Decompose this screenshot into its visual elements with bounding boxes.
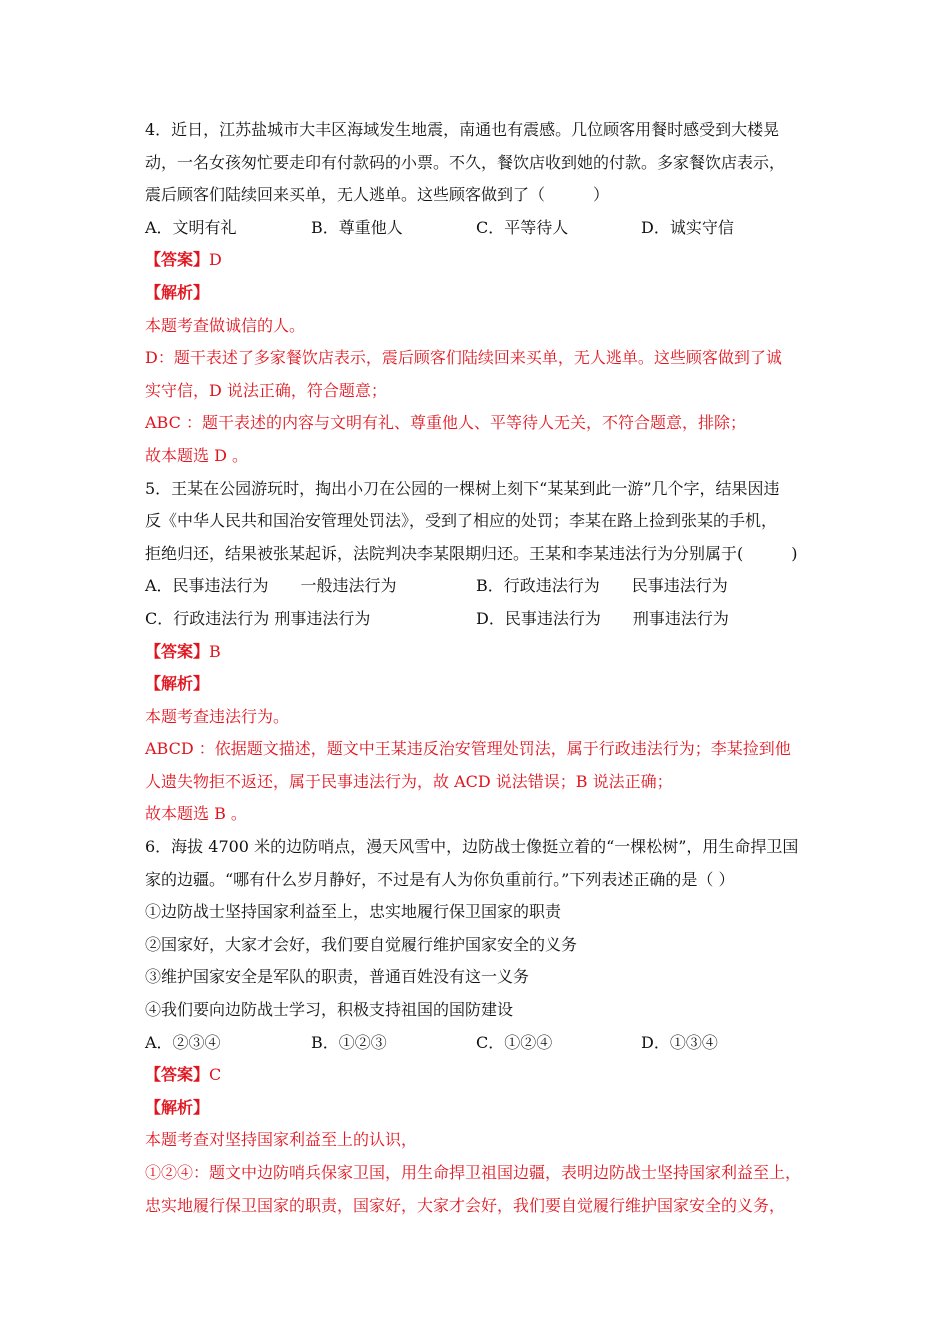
- q4-stem-line-3: 震后顾客们陆续回来买单，无人逃单。这些顾客做到了（ ）: [145, 185, 610, 205]
- q4-analysis-line-2: D：题干表述了多家餐饮店表示，震后顾客们陆续回来买单，无人逃单。这些顾客做到了诚: [145, 348, 782, 368]
- q6-analysis-line-1: 本题考查对坚持国家利益至上的认识，: [145, 1130, 418, 1150]
- q6-stem-line-2: 家的边疆。“哪有什么岁月静好，不过是有人为你负重前行。”下列表述正确的是（ ）: [145, 869, 735, 889]
- q4-option-c: C．平等待人: [476, 217, 569, 237]
- answer-label: 【答案】: [145, 250, 210, 270]
- q5-option-c: C．行政违法行为 刑事违法行为: [145, 608, 371, 628]
- q4-stem-line-1: 4．近日，江苏盐城市大丰区海域发生地震，南通也有震感。几位顾客用餐时感受到大楼晃: [145, 120, 780, 139]
- q5-stem-line-1: 5．王某在公园游玩时，掏出小刀在公园的一棵树上刻下“某某到此一游”几个字，结果因违: [145, 478, 780, 498]
- q5-option-b: B．行政违法行为 民事违法行为: [476, 576, 728, 596]
- q6-analysis-label: 【解析】: [145, 1097, 210, 1117]
- q4-analysis-line-3: 实守信，D 说法正确，符合题意；: [145, 380, 387, 400]
- q5-stem-line-3: 拒绝归还，结果被张某起诉，法院判决李某限期归还。王某和李某违法行为分别属于( ): [145, 543, 798, 563]
- q4-stem-line-2: 动，一名女孩匆忙要走印有付款码的小票。不久，餐饮店收到她的付款。多家餐饮店表示，: [145, 152, 786, 172]
- answer-value: B: [209, 641, 221, 661]
- q6-statement-3: ③维护国家安全是军队的职责，普通百姓没有这一义务: [145, 967, 530, 987]
- q5-options-row-2: [145, 603, 811, 636]
- q6-analysis-line-3: 忠实地履行保卫国家的职责，国家好，大家才会好，我们要自觉履行维护国家安全的义务，: [145, 1195, 786, 1215]
- q5-analysis-line-3: 人遗失物拒不返还，属于民事违法行为，故 ACD 说法错误；B 说法正确；: [145, 771, 673, 791]
- q5-analysis-label: 【解析】: [145, 674, 210, 694]
- q5-option-a: A．民事违法行为 一般违法行为: [145, 576, 397, 596]
- q4-option-d: D．诚实守信: [641, 217, 734, 237]
- q6-option-b: B．①②③: [311, 1032, 387, 1052]
- page-content: [145, 114, 811, 1222]
- answer-label: 【答案】: [145, 641, 210, 661]
- q6-statement-2: ②国家好，大家才会好，我们要自觉履行维护国家安全的义务: [145, 934, 578, 954]
- q4-analysis-label: 【解析】: [145, 282, 210, 302]
- answer-value: D: [209, 250, 222, 270]
- q6-analysis-line-2: ①②④：题文中边防哨兵保家卫国，用生命捍卫祖国边疆，表明边防战士坚持国家利益至上，: [145, 1163, 802, 1182]
- q4-option-a: A．文明有礼: [145, 217, 237, 237]
- q6-answer: [145, 1059, 811, 1092]
- q6-option-a: A．②③④: [145, 1032, 221, 1052]
- q4-analysis-line-5: 故本题选 D 。: [145, 445, 249, 465]
- q5-analysis-line-2: ABCD ：依据题文描述，题文中王某违反治安管理处罚法，属于行政违法行为；李某捡到他: [145, 739, 791, 759]
- q4-analysis-line-4: ABC ：题干表述的内容与文明有礼、尊重他人、平等待人无关，不符合题意，排除；: [145, 413, 746, 433]
- q4-analysis-line-1: 本题考查做诚信的人。: [145, 315, 306, 335]
- q6-stem-line-1: 6．海拔 4700 米的边防哨点，漫天风雪中，边防战士像挺立着的“一棵松树”，用生命捍卫国: [145, 837, 799, 857]
- q6-option-c: C．①②④: [476, 1032, 553, 1052]
- q5-option-d: D．民事违法行为 刑事违法行为: [476, 608, 729, 628]
- q4-options: [145, 212, 811, 245]
- q5-stem-line-2: 反《中华人民共和国治安管理处罚法》，受到了相应的处罚；李某在路上捡到张某的手机，: [145, 511, 778, 531]
- answer-value: C: [209, 1065, 222, 1085]
- q4-answer: [145, 244, 811, 277]
- q5-analysis-line-1: 本题考查违法行为。: [145, 706, 290, 726]
- q6-statement-4: ④我们要向边防战士学习，积极支持祖国的国防建设: [145, 1000, 514, 1020]
- q6-options: [145, 1027, 811, 1060]
- q5-analysis-line-4: 故本题选 B 。: [145, 804, 247, 824]
- q5-options-row-1: [145, 570, 811, 603]
- q5-answer: [145, 636, 811, 669]
- q4-option-b: B．尊重他人: [311, 217, 403, 237]
- q6-statement-1: ①边防战士坚持国家利益至上，忠实地履行保卫国家的职责: [145, 902, 562, 922]
- q6-option-d: D．①③④: [641, 1032, 718, 1052]
- answer-label: 【答案】: [145, 1065, 210, 1085]
